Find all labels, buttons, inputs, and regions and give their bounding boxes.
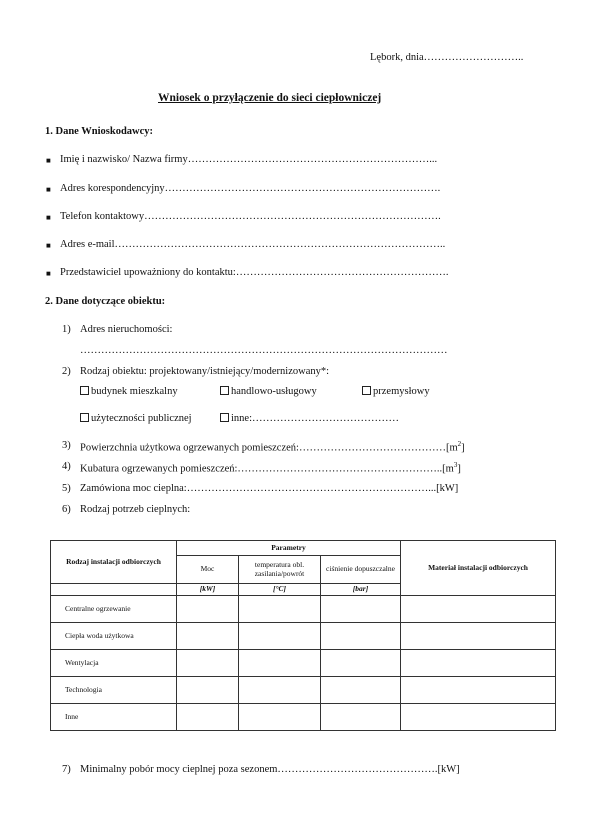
heat-needs-label: Rodzaj potrzeb cieplnych: (80, 504, 191, 515)
item1-number: 1) (62, 324, 71, 335)
col-header-parameters: Parametry (177, 541, 401, 556)
heat-requirements-table (50, 540, 556, 731)
pressure-cell[interactable] (321, 596, 401, 623)
material-cell[interactable] (401, 623, 556, 650)
property-address-label: Adres nieruchomości: (80, 324, 173, 335)
option-residential[interactable]: budynek mieszkalny (80, 386, 178, 397)
material-cell[interactable] (401, 650, 556, 677)
checkbox-icon[interactable] (362, 386, 371, 395)
item5-number: 5) (62, 483, 71, 494)
place-and-date: Lębork, dnia……………………….. (370, 52, 524, 63)
material-cell[interactable] (401, 704, 556, 731)
heated-volume-line: Kubatura ogrzewanych $pomieszczeń:\dots\dots\dots\dots\dots\dots\dots\dots\dots\dots\dots\dots\dots\dots\dots\dots\dots\dots\dots..[m^3]$ (80, 461, 461, 475)
unit-pressure: [bar] (321, 584, 401, 596)
row-label: Centralne ogrzewanie (51, 596, 177, 623)
email-line: Adres e-mail………………………………………………………………………………….. (60, 239, 446, 250)
item3-number: 3) (62, 440, 71, 451)
ordered-power-line: Zamówiona moc cieplna:……………………………………………………………...[kW] (80, 483, 459, 494)
item2-number: 2) (62, 366, 71, 377)
item4-number: 4) (62, 461, 71, 472)
checkbox-icon[interactable] (80, 386, 89, 395)
material-cell[interactable] (401, 596, 556, 623)
power-cell[interactable] (177, 704, 239, 731)
power-cell[interactable] (177, 677, 239, 704)
applicant-name-line: Imię i nazwisko/ Nazwa firmy……………………………………………………………... (60, 154, 438, 165)
unit-power: [kW] (177, 584, 239, 596)
power-cell[interactable] (177, 650, 239, 677)
bullet-icon: ■ (46, 241, 51, 250)
bullet-icon: ■ (46, 185, 51, 194)
col-header-temperature: temperatura obl. zasilania/powrót (239, 556, 321, 584)
option-public[interactable]: użyteczności publicznej (80, 413, 192, 424)
section1-heading: 1. Dane Wnioskodawcy: (45, 126, 154, 137)
option-commercial[interactable]: handlowo-usługowy (220, 386, 317, 397)
col-header-type: Rodzaj instalacji odbiorczych (51, 541, 177, 584)
row-label: Inne (51, 704, 177, 731)
units-spacer-cell (51, 584, 177, 596)
correspondence-address-line: Adres korespondencyjny……………………………………………………………………. (60, 183, 441, 194)
item6-number: 6) (62, 504, 71, 515)
pressure-cell[interactable] (321, 704, 401, 731)
bullet-icon: ■ (46, 156, 51, 165)
table-row (51, 650, 556, 677)
option-industrial[interactable]: przemysłowy (362, 386, 430, 397)
temperature-cell[interactable] (239, 623, 321, 650)
temperature-cell[interactable] (239, 650, 321, 677)
checkbox-icon[interactable] (220, 386, 229, 395)
section2-heading: 2. Dane dotyczące obiektu: (45, 296, 166, 307)
temperature-cell[interactable] (239, 677, 321, 704)
option-other[interactable]: inne:…………………………………… (220, 413, 399, 424)
min-offseason-power-line: Minimalny pobór mocy cieplnej poza sezonem……………………………………….[kW] (80, 764, 460, 775)
pressure-cell[interactable] (321, 650, 401, 677)
row-label: Technologia (51, 677, 177, 704)
heated-area-line: Powierzchnia użytkowa ogrzewanych $pomieszczeń:\dots\dots\dots\dots\dots\dots\dots\dots\dots\dots\dots\dots\dots\dots[m^2]$ (80, 440, 465, 454)
table-row (51, 677, 556, 704)
power-cell[interactable] (177, 623, 239, 650)
phone-line: Telefon kontaktowy…………………………………………………………………………. (60, 211, 441, 222)
object-type-label: Rodzaj obiektu: projektowany/istniejący/modernizowany*: (80, 366, 330, 377)
document-title: Wniosek o przyłączenie do sieci ciepłowniczej (158, 92, 382, 104)
temperature-cell[interactable] (239, 704, 321, 731)
temperature-cell[interactable] (239, 596, 321, 623)
row-label: Ciepła woda użytkowa (51, 623, 177, 650)
row-label: Wentylacja (51, 650, 177, 677)
bullet-icon: ■ (46, 213, 51, 222)
property-address-line: …………………………………………………………………………………………… (80, 345, 448, 356)
contact-person-line: Przedstawiciel upoważniony do kontaktu:……………………………………………………. (60, 267, 449, 278)
pressure-cell[interactable] (321, 623, 401, 650)
bullet-icon: ■ (46, 269, 51, 278)
col-header-power: Moc (177, 556, 239, 584)
checkbox-icon[interactable] (220, 413, 229, 422)
material-cell[interactable] (401, 677, 556, 704)
checkbox-icon[interactable] (80, 413, 89, 422)
power-cell[interactable] (177, 596, 239, 623)
table-row (51, 704, 556, 731)
pressure-cell[interactable] (321, 677, 401, 704)
table-row (51, 596, 556, 623)
col-header-material: Materiał instalacji odbiorczych (401, 541, 556, 596)
item7-number: 7) (62, 764, 71, 775)
unit-temperature: [°C] (239, 584, 321, 596)
table-row (51, 623, 556, 650)
col-header-pressure: ciśnienie dopuszczalne (321, 556, 401, 584)
